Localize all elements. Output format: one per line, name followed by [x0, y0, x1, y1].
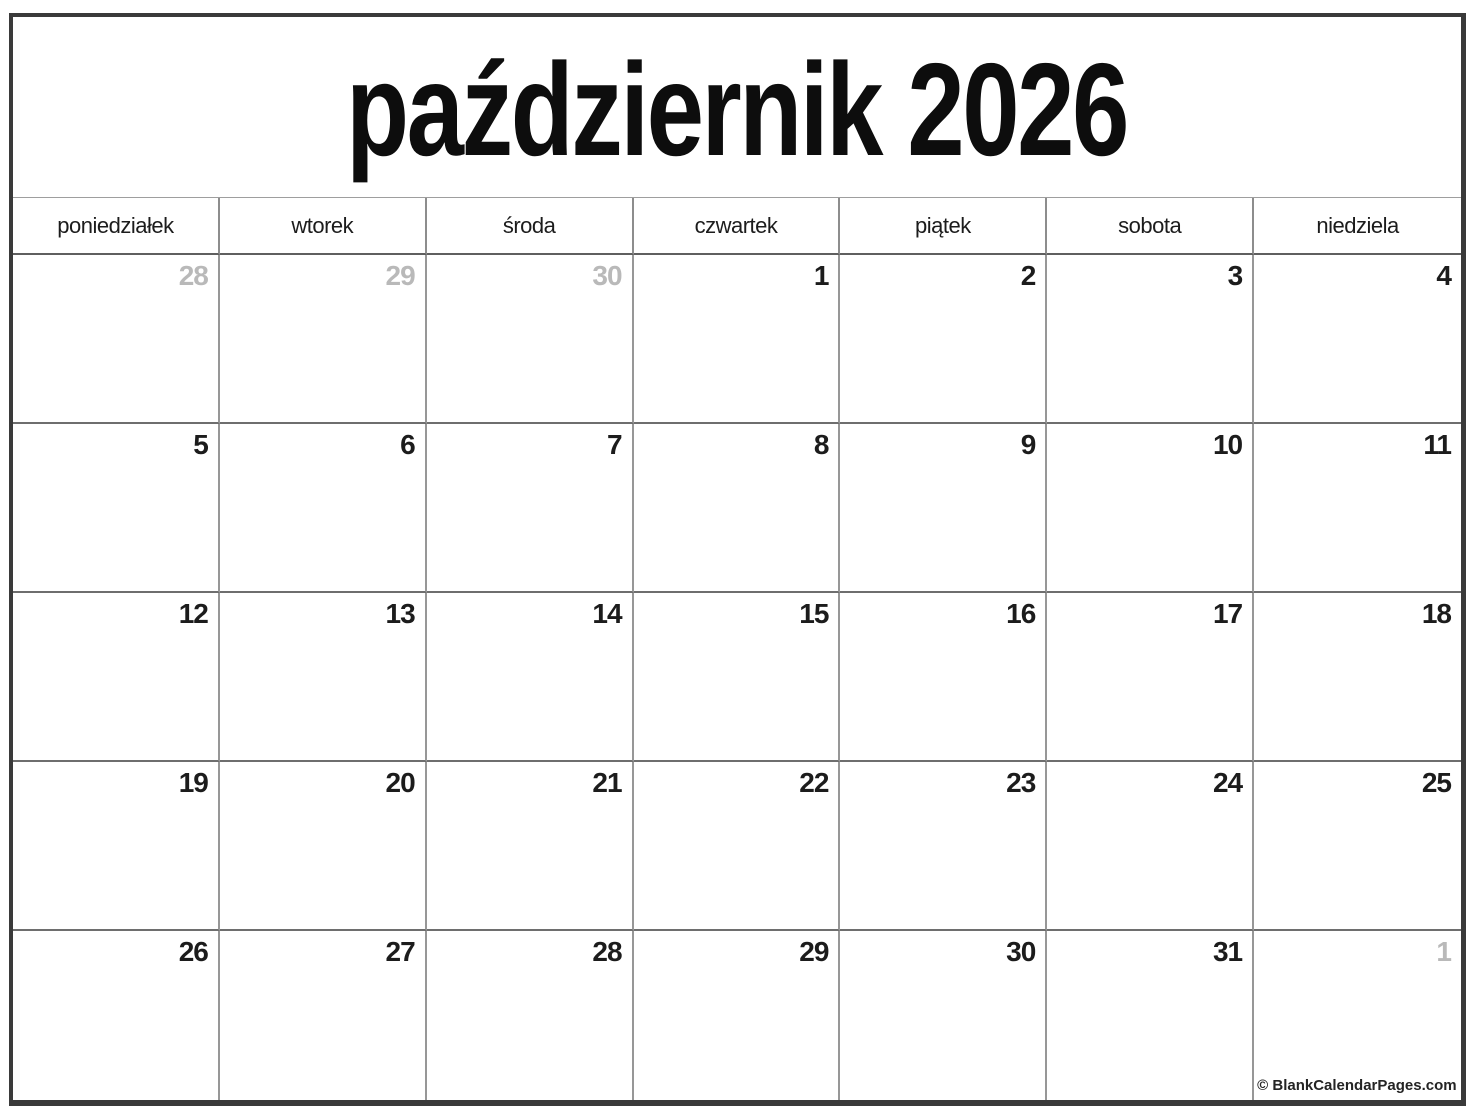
day-cell: [13, 424, 220, 593]
day-number: 1: [1436, 936, 1451, 967]
day-cell: [220, 424, 427, 593]
day-cell: [634, 593, 841, 762]
day-number: 24: [1212, 767, 1243, 798]
day-number: 10: [1212, 429, 1243, 460]
weekday-header-thursday: czwartek: [634, 198, 841, 255]
day-cell: [634, 762, 841, 931]
day-number: 5: [193, 429, 208, 460]
day-number: 28: [178, 260, 208, 291]
day-number: 7: [606, 429, 622, 460]
day-number: 1: [813, 260, 829, 291]
day-cell: [1047, 593, 1254, 762]
day-number: 17: [1212, 598, 1243, 629]
day-number: 31: [1212, 936, 1243, 967]
day-number: 29: [799, 936, 829, 967]
day-cell: [1254, 593, 1461, 762]
day-number: 11: [1423, 429, 1451, 460]
day-cell: [13, 593, 220, 762]
day-cell: [13, 931, 220, 1100]
day-number: 30: [1006, 936, 1036, 967]
day-cell: [634, 931, 841, 1100]
day-number: 22: [799, 767, 829, 798]
day-cell: [1254, 931, 1461, 1100]
day-number: 4: [1436, 260, 1451, 291]
day-number: 26: [178, 936, 208, 967]
day-cell: [427, 593, 634, 762]
calendar-frame: [9, 13, 1466, 1106]
day-number: 8: [813, 429, 829, 460]
copyright-text: © BlankCalendarPages.com: [1257, 1077, 1457, 1094]
day-number: 19: [178, 767, 208, 798]
day-cell: [840, 931, 1047, 1100]
day-cell: [1254, 762, 1461, 931]
day-number: 16: [1006, 598, 1036, 629]
day-cell: [13, 762, 220, 931]
day-cell: [840, 255, 1047, 424]
day-cell: [1047, 762, 1254, 931]
weekday-header-sunday: niedziela: [1254, 198, 1461, 255]
day-cell: [1254, 424, 1461, 593]
day-number: 9: [1020, 429, 1036, 460]
day-number: 27: [385, 936, 415, 967]
day-cell: [220, 255, 427, 424]
day-number: 13: [385, 598, 415, 629]
day-cell: [1254, 255, 1461, 424]
day-cell: [220, 931, 427, 1100]
day-cell: [220, 593, 427, 762]
day-cell: [220, 762, 427, 931]
day-cell: [13, 255, 220, 424]
weekday-header-monday: poniedziałek: [13, 198, 220, 255]
weekday-header-tuesday: wtorek: [220, 198, 427, 255]
day-number: 30: [592, 260, 622, 291]
day-number: 29: [385, 260, 415, 291]
day-number: 14: [592, 598, 622, 629]
day-number: 21: [592, 767, 622, 798]
day-number: 3: [1227, 260, 1243, 291]
day-cell: [1047, 255, 1254, 424]
day-cell: [840, 762, 1047, 931]
day-cell: [634, 255, 841, 424]
day-number: 2: [1020, 260, 1036, 291]
day-number: 23: [1006, 767, 1036, 798]
weekday-header-friday: piątek: [840, 198, 1047, 255]
weekday-header-wednesday: środa: [427, 198, 634, 255]
day-cell: [427, 931, 634, 1100]
day-number: 6: [400, 429, 415, 460]
day-number: 20: [385, 767, 415, 798]
day-cell: [427, 762, 634, 931]
weekday-header-saturday: sobota: [1047, 198, 1254, 255]
day-number: 18: [1421, 598, 1451, 629]
day-number: 12: [178, 598, 208, 629]
month-title: październik 2026: [346, 36, 1128, 183]
day-number: 15: [799, 598, 829, 629]
day-cell: [427, 255, 634, 424]
day-cell: [840, 593, 1047, 762]
day-cell: [1047, 424, 1254, 593]
day-cell: [427, 424, 634, 593]
day-number: 25: [1421, 767, 1451, 798]
day-number: 28: [592, 936, 622, 967]
day-cell: [634, 424, 841, 593]
title-band: [13, 17, 1461, 198]
day-cell: [840, 424, 1047, 593]
day-cell: [1047, 931, 1254, 1100]
